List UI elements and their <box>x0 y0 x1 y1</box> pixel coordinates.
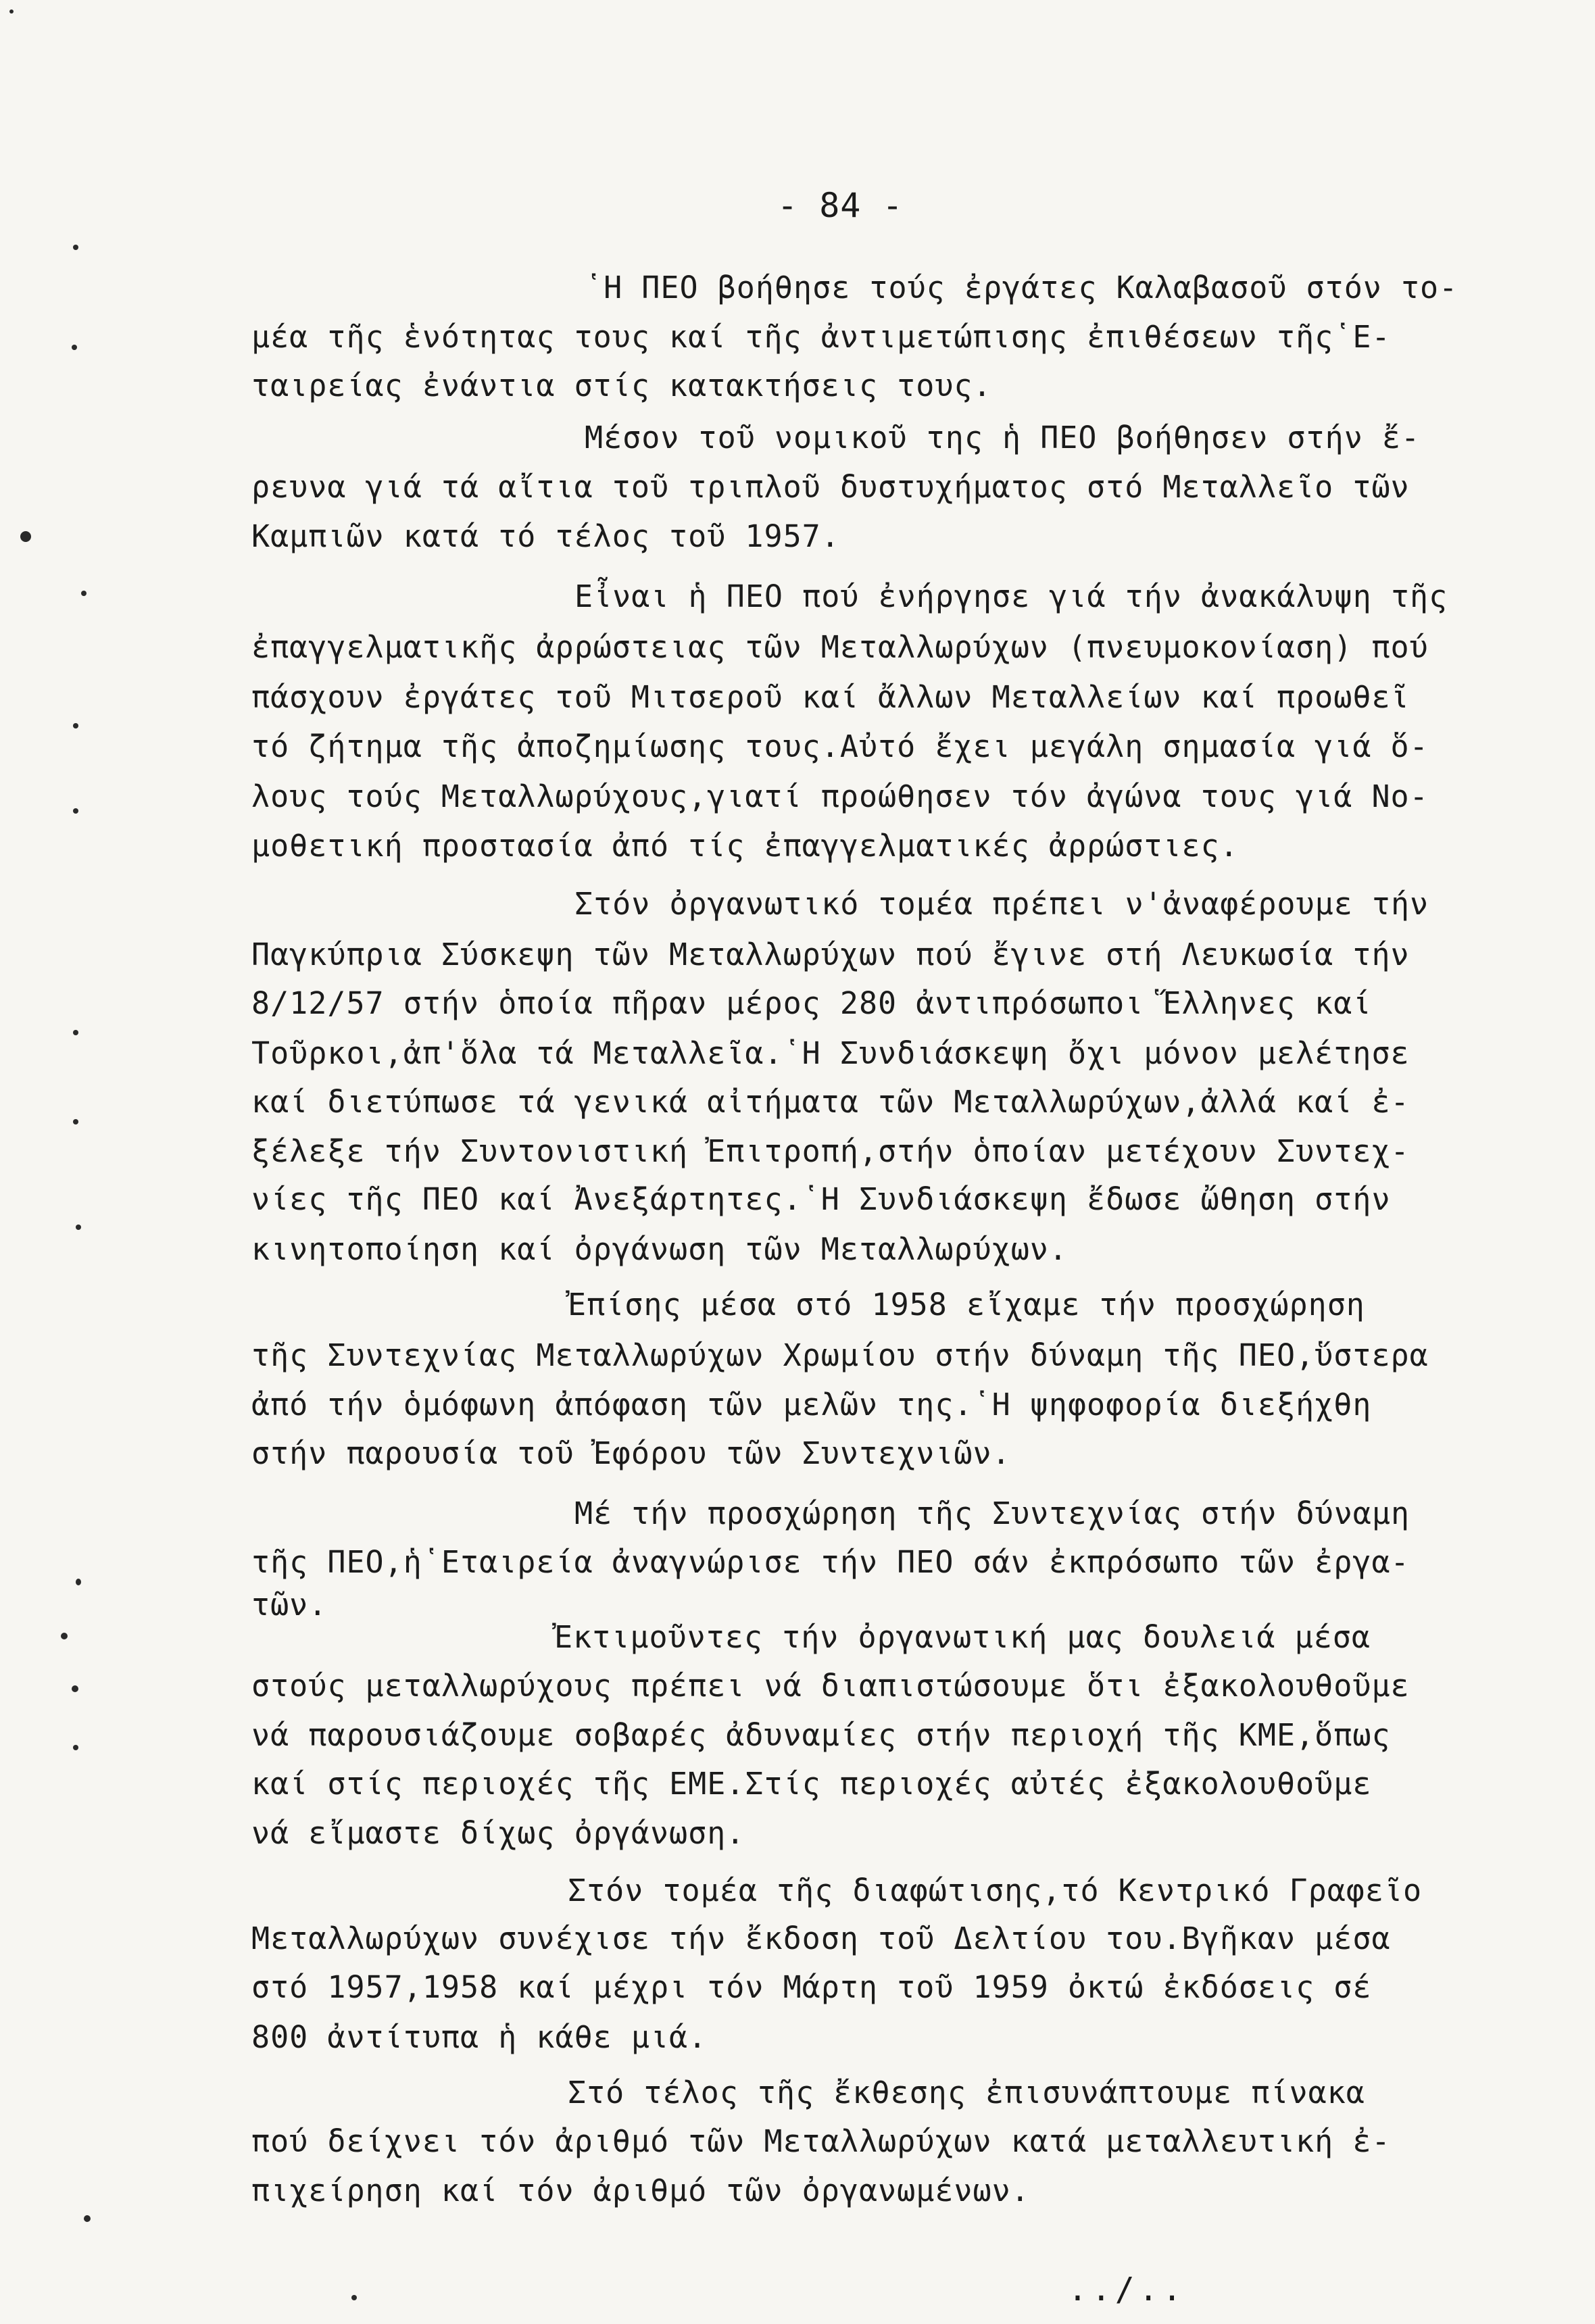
text-line: νίες τῆς ΠΕΟ καί Ἀνεξάρτητες.῾Η Συνδιάσκεψη ἔδωσε ὤθηση στήν <box>251 1181 1391 1217</box>
text-line: 8/12/57 στήν ὁποία πῆραν μέρος 280 ἀντιπρόσωποι Ἕλληνες καί <box>251 985 1372 1021</box>
text-line: τό ζήτημα τῆς ἀποζημίωσης τους.Αὐτό ἔχει μεγάλη σημασία γιά ὅ- <box>251 728 1429 764</box>
scan-speck <box>73 1745 78 1750</box>
text-line: ῾Η ΠΕΟ βοήθησε τούς ἐργάτες Καλαβασοῦ στόν το- <box>585 270 1458 305</box>
text-line: Μεταλλωρύχων συνέχισε τήν ἔκδοση τοῦ Δελτίου του.Βγῆκαν μέσα <box>251 1921 1391 1956</box>
scan-speck <box>81 591 87 596</box>
text-line: Καμπιῶν κατά τό τέλος τοῦ 1957. <box>251 518 840 554</box>
scan-speck <box>73 245 78 250</box>
scan-speck <box>84 2215 91 2222</box>
text-line: Στόν ὀργανωτικό τομέα πρέπει ν'ἀναφέρουμε τήν <box>574 886 1429 922</box>
text-line: 800 ἀντίτυπα ἡ κάθε μιά. <box>251 2019 708 2055</box>
scan-speck <box>61 1633 68 1639</box>
scan-speck <box>73 808 78 814</box>
text-line: τῆς ΠΕΟ,ἡ῾Εταιρεία ἀναγνώρισε τήν ΠΕΟ σάν ἐκπρόσωπο τῶν ἐργα- <box>251 1544 1410 1580</box>
scan-speck <box>73 1030 78 1035</box>
text-line: Στόν τομέα τῆς διαφώτισης,τό Κεντρικό Γραφεῖο <box>568 1873 1423 1908</box>
text-line: Εἶναι ἡ ΠΕΟ πού ἐνήργησε γιά τήν ἀνακάλυψη τῆς <box>574 578 1448 614</box>
text-line: στό 1957,1958 καί μέχρι τόν Μάρτη τοῦ 1959 ὀκτώ ἐκδόσεις σέ <box>251 1969 1372 2005</box>
text-line: πάσχουν ἐργάτες τοῦ Μιτσεροῦ καί ἄλλων Μεταλλείων καί προωθεῖ <box>251 679 1410 715</box>
text-line: πιχείρηση καί τόν ἀριθμό τῶν ὀργανωμένων. <box>251 2173 1030 2208</box>
text-line: Στό τέλος τῆς ἔκθεσης ἐπισυνάπτουμε πίνακα <box>568 2075 1365 2110</box>
text-line: νά εἴμαστε δίχως ὀργάνωση. <box>251 1815 745 1851</box>
scan-speck <box>76 1225 81 1230</box>
text-line: στούς μεταλλωρύχους πρέπει νά διαπιστώσουμε ὅτι ἐξακολουθοῦμε <box>251 1668 1410 1704</box>
text-line: καί στίς περιοχές τῆς ΕΜΕ.Στίς περιοχές αὐτές ἐξακολουθοῦμε <box>251 1766 1372 1802</box>
page-number: - 84 - <box>777 186 904 225</box>
text-line: στήν παρουσία τοῦ Ἐφόρου τῶν Συντεχνιῶν. <box>251 1435 1011 1471</box>
scan-speck <box>76 1579 81 1585</box>
continuation-mark: ../.. <box>1068 2271 1186 2308</box>
text-line: κινητοποίηση καί ὀργάνωση τῶν Μεταλλωρύχων. <box>251 1231 1068 1267</box>
text-line: νά παρουσιάζουμε σοβαρές ἀδυναμίες στήν περιοχή τῆς ΚΜΕ,ὅπως <box>251 1717 1391 1753</box>
text-line: τῶν. <box>251 1587 328 1623</box>
text-line: ταιρείας ἐνάντια στίς κατακτήσεις τους. <box>251 368 992 403</box>
text-line: πού δείχνει τόν ἀριθμό τῶν Μεταλλωρύχων κατά μεταλλευτική ἐ- <box>251 2123 1391 2159</box>
text-line: Τοῦρκοι,ἀπ'ὅλα τά Μεταλλεῖα.῾Η Συνδιάσκεψη ὄχι μόνον μελέτησε <box>251 1035 1410 1071</box>
text-line: λους τούς Μεταλλωρύχους,γιατί προώθησεν τόν ἀγώνα τους γιά Νο- <box>251 778 1429 814</box>
scan-speck <box>9 9 14 14</box>
text-line: ξέλεξε τήν Συντονιστική Ἐπιτροπή,στήν ὁποίαν μετέχουν Συντεχ- <box>251 1133 1410 1169</box>
text-line: μέα τῆς ἑνότητας τους καί τῆς ἀντιμετώπισης ἐπιθέσεων τῆς῾Ε- <box>251 319 1391 355</box>
text-line: καί διετύπωσε τά γενικά αἰτήματα τῶν Μεταλλωρύχων,ἀλλά καί ἐ- <box>251 1084 1410 1120</box>
scan-speck <box>72 345 77 350</box>
text-line: τῆς Συντεχνίας Μεταλλωρύχων Χρωμίου στήν δύναμη τῆς ΠΕΟ,ὕστερα <box>251 1337 1429 1373</box>
scan-speck <box>73 1119 78 1124</box>
text-line: μοθετική προστασία ἀπό τίς ἐπαγγελματικές ἀρρώστιες. <box>251 828 1239 864</box>
scan-speck <box>72 1685 78 1692</box>
text-line: Μέ τήν προσχώρηση τῆς Συντεχνίας στήν δύναμη <box>574 1495 1410 1531</box>
scan-speck <box>351 2295 357 2300</box>
scan-speck <box>73 723 78 728</box>
text-line: ρευνα γιά τά αἴτια τοῦ τριπλοῦ δυστυχήματος στό Μεταλλεῖο τῶν <box>251 469 1410 505</box>
text-line: Μέσον τοῦ νομικοῦ της ἡ ΠΕΟ βοήθησεν στήν ἔ- <box>585 420 1421 455</box>
text-line: ἐπαγγελματικῆς ἀρρώστειας τῶν Μεταλλωρύχων (πνευμοκονίαση) πού <box>251 629 1429 665</box>
text-line: Ἐπίσης μέσα στό 1958 εἴχαμε τήν προσχώρηση <box>568 1287 1365 1322</box>
text-line: Ἐκτιμοῦντες τήν ὀργανωτική μας δουλειά μέσα <box>554 1619 1371 1655</box>
text-line: ἀπό τήν ὁμόφωνη ἀπόφαση τῶν μελῶν της.῾Η ψηφοφορία διεξήχθη <box>251 1387 1372 1423</box>
text-line: Παγκύπρια Σύσκεψη τῶν Μεταλλωρύχων πού ἔγινε στή Λευκωσία τήν <box>251 937 1410 972</box>
scan-speck <box>20 531 31 542</box>
